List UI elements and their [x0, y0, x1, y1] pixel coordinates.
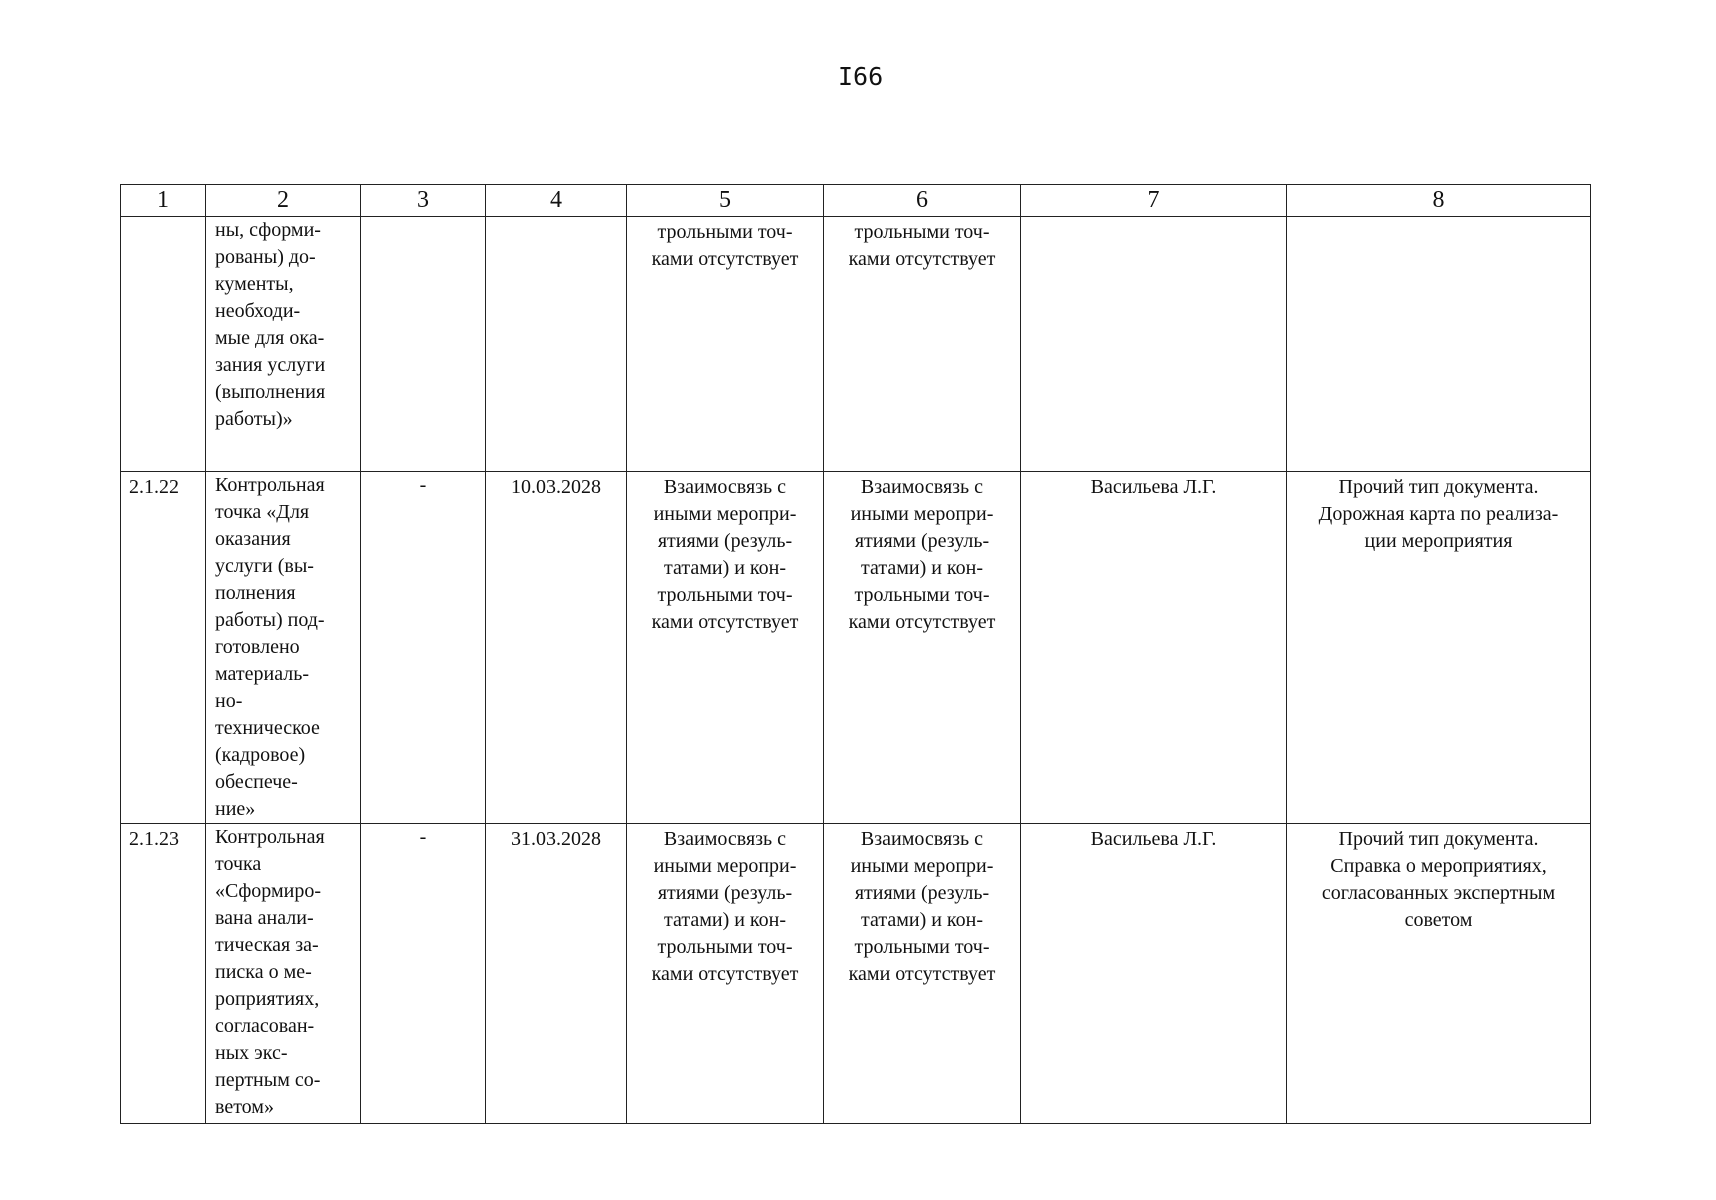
text-line: ных экс- [215, 1042, 288, 1064]
column-header: 2 [206, 185, 361, 217]
column-header: 5 [627, 185, 824, 217]
text-line: работы) под- [215, 609, 325, 631]
header-row [121, 185, 1591, 217]
item-number [121, 217, 206, 472]
text-line: ятиями (резуль- [854, 882, 990, 904]
item-number: 2.1.23 [121, 824, 206, 1124]
text-line: ятиями (резуль- [657, 882, 793, 904]
text-line: ками отсутствует [651, 611, 799, 633]
text-line: пертным со- [215, 1069, 321, 1091]
text-line: ции мероприятия [1364, 530, 1513, 552]
text-line: рованы) до- [215, 246, 316, 268]
text-line: иными меропри- [850, 503, 994, 525]
text-line: Взаимосвязь с [860, 476, 984, 498]
column-header: 1 [121, 185, 206, 217]
text-line: материаль- [215, 663, 310, 685]
text-line: татами) и кон- [861, 909, 983, 931]
text-line: услуги (вы- [215, 555, 314, 577]
text-line: Прочий тип документа. [1338, 828, 1539, 850]
text-line: трольными точ- [854, 584, 990, 606]
table-row [121, 472, 1591, 824]
text-line: роприятиях, [215, 988, 320, 1010]
text-line: Справка о мероприятиях, [1330, 855, 1547, 877]
text-line: татами) и кон- [861, 557, 983, 579]
text-line: согласованных экспертным [1321, 882, 1556, 904]
column-header: 3 [361, 185, 486, 217]
text-line: (кадровое) [215, 744, 306, 766]
text-line: согласован- [215, 1015, 315, 1037]
text-line: (выполнения [215, 381, 326, 403]
text-line: советом [1404, 909, 1473, 931]
text-line: необходи- [215, 300, 301, 322]
end-date: 10.03.2028 [486, 472, 627, 824]
start-date: - [361, 472, 486, 824]
text-line: трольными точ- [657, 221, 793, 243]
column-header: 7 [1021, 185, 1287, 217]
successors [824, 824, 1021, 1124]
start-date: - [361, 824, 486, 1124]
column-header: 4 [486, 185, 627, 217]
text-line: ками отсутствует [848, 611, 996, 633]
document-type [1287, 217, 1591, 472]
text-line: трольными точ- [854, 936, 990, 958]
text-line: иными меропри- [850, 855, 994, 877]
text-line: ками отсутствует [848, 248, 996, 270]
page-number: I66 [838, 62, 884, 91]
predecessors [627, 217, 824, 472]
text-line: точка «Для [215, 501, 310, 523]
end-date [486, 217, 627, 472]
column-header: 8 [1287, 185, 1591, 217]
text-line: татами) и кон- [664, 557, 786, 579]
text-line: татами) и кон- [664, 909, 786, 931]
text-line: полнения [215, 582, 296, 604]
text-line: мые для ока- [215, 327, 325, 349]
item-name [206, 217, 361, 472]
text-line: Взаимосвязь с [860, 828, 984, 850]
text-line: ние» [215, 798, 256, 820]
text-line: трольными точ- [854, 221, 990, 243]
column-header: 6 [824, 185, 1021, 217]
text-line: работы)» [215, 408, 293, 430]
text-line: писка о ме- [215, 961, 312, 983]
text-line: тическая за- [215, 934, 319, 956]
document-type [1287, 472, 1591, 824]
text-line: ны, сформи- [215, 219, 321, 241]
text-line: вана анали- [215, 907, 314, 929]
text-line: «Сформиро- [215, 880, 322, 902]
text-line: ками отсутствует [848, 963, 996, 985]
text-line: трольными точ- [657, 936, 793, 958]
item-name [206, 824, 361, 1124]
text-line: техническое [215, 717, 320, 739]
successors [824, 472, 1021, 824]
table-row [121, 217, 1591, 472]
item-name [206, 472, 361, 824]
document-type [1287, 824, 1591, 1124]
text-line: Дорожная карта по реализа- [1318, 503, 1559, 525]
text-line: зания услуги [215, 354, 326, 376]
responsible: Васильева Л.Г. [1021, 824, 1287, 1124]
text-line: Контрольная [215, 826, 325, 848]
responsible [1021, 217, 1287, 472]
successors [824, 217, 1021, 472]
text-line: иными меропри- [653, 855, 797, 877]
text-line: ятиями (резуль- [657, 530, 793, 552]
text-line: Прочий тип документа. [1338, 476, 1539, 498]
text-line: кументы, [215, 273, 294, 295]
text-line: обеспече- [215, 771, 298, 793]
text-line: Контрольная [215, 474, 325, 496]
text-line: Взаимосвязь с [663, 828, 787, 850]
text-line: ятиями (резуль- [854, 530, 990, 552]
item-number: 2.1.22 [121, 472, 206, 824]
text-line: ками отсутствует [651, 248, 799, 270]
start-date [361, 217, 486, 472]
text-line: ками отсутствует [651, 963, 799, 985]
predecessors [627, 472, 824, 824]
text-line: Взаимосвязь с [663, 476, 787, 498]
plan-table [120, 184, 1591, 1124]
end-date: 31.03.2028 [486, 824, 627, 1124]
table-row [121, 824, 1591, 1124]
text-line: иными меропри- [653, 503, 797, 525]
text-line: точка [215, 853, 262, 875]
predecessors [627, 824, 824, 1124]
text-line: но- [215, 690, 243, 712]
text-line: готовлено [215, 636, 300, 658]
text-line: ветом» [215, 1096, 274, 1118]
text-line: трольными точ- [657, 584, 793, 606]
responsible: Васильева Л.Г. [1021, 472, 1287, 824]
text-line: оказания [215, 528, 291, 550]
